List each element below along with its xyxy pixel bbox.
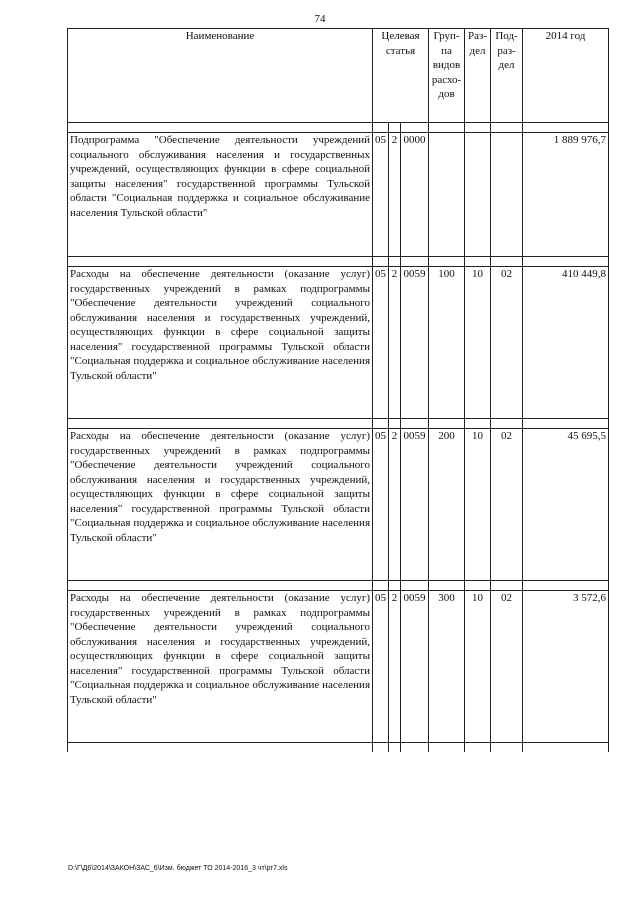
- row-amount: 3 572,6: [523, 591, 609, 743]
- row-amount: 1 889 976,7: [523, 133, 609, 257]
- header-subsection: Под-раз-дел: [491, 29, 523, 123]
- row-code-program: 05: [373, 267, 389, 419]
- row-code-subprogram: 2: [389, 591, 401, 743]
- header-section: Раз-дел: [465, 29, 491, 123]
- row-code-subprogram: 2: [389, 133, 401, 257]
- row-code-program: 05: [373, 133, 389, 257]
- row-code-direction: 0059: [401, 591, 429, 743]
- table-row: [68, 429, 609, 581]
- row-expense-group: 300: [429, 591, 465, 743]
- spacer-row: [68, 123, 609, 133]
- spacer-row: [68, 743, 609, 753]
- row-code-direction: 0059: [401, 429, 429, 581]
- header-expense-group: Груп-па видов расхо-дов: [429, 29, 465, 123]
- row-amount: 45 695,5: [523, 429, 609, 581]
- row-code-subprogram: 2: [389, 267, 401, 419]
- row-subsection: 02: [491, 429, 523, 581]
- row-subsection: [491, 133, 523, 257]
- row-section: 10: [465, 267, 491, 419]
- row-name: Подпрограмма "Обеспечение деятельности учреждений социального обслуживания населения и государственных учреждений, осуществляющих функции в сфере социальной защиты населения" государственной программы Тульской области "Социальная поддержка и социальное обслуживание населения Тульской области": [68, 133, 373, 257]
- row-code-program: 05: [373, 591, 389, 743]
- table-row: [68, 267, 609, 419]
- header-target-article: Целевая статья: [373, 29, 429, 123]
- row-expense-group: 200: [429, 429, 465, 581]
- file-path-footer: D:\Г\Д6\2014\ЗАКОН\ЗАС_6\Изм. бюджет ТО 2014-2016_3 чт\рг7.xls: [68, 865, 288, 872]
- row-expense-group: [429, 133, 465, 257]
- row-code-subprogram: 2: [389, 429, 401, 581]
- header-name: Наименование: [68, 29, 373, 123]
- table-row: [68, 591, 609, 743]
- row-expense-group: 100: [429, 267, 465, 419]
- row-section: 10: [465, 591, 491, 743]
- row-code-direction: 0000: [401, 133, 429, 257]
- budget-table: [67, 28, 609, 752]
- row-code-program: 05: [373, 429, 389, 581]
- row-name: Расходы на обеспечение деятельности (оказание услуг) государственных учреждений в рамках подпрограммы "Обеспечение деятельности учреждений социального обслуживания населения и государственных учреждений, осуществляющих функции в сфере социальной защиты населения" государственной программы Тульской области "Социальная поддержка и социальное обслуживание населения Тульской области": [68, 591, 373, 743]
- spacer-row: [68, 581, 609, 591]
- table-header-row: [68, 29, 609, 123]
- row-code-direction: 0059: [401, 267, 429, 419]
- row-name: Расходы на обеспечение деятельности (оказание услуг) государственных учреждений в рамках подпрограммы "Обеспечение деятельности учреждений социального обслуживания населения и государственных учреждений, осуществляющих функции в сфере социальной защиты населения" государственной программы Тульской области "Социальная поддержка и социальное обслуживание населения Тульской области": [68, 267, 373, 419]
- spacer-row: [68, 257, 609, 267]
- row-section: 10: [465, 429, 491, 581]
- table-row: [68, 133, 609, 257]
- row-subsection: 02: [491, 267, 523, 419]
- page-number: 74: [314, 13, 326, 25]
- row-section: [465, 133, 491, 257]
- row-name: Расходы на обеспечение деятельности (оказание услуг) государственных учреждений в рамках подпрограммы "Обеспечение деятельности учреждений социального обслуживания населения и государственных учреждений, осуществляющих функции в сфере социальной защиты населения" государственной программы Тульской области "Социальная поддержка и социальное обслуживание населения Тульской области": [68, 429, 373, 581]
- header-year: 2014 год: [523, 29, 609, 123]
- spacer-row: [68, 419, 609, 429]
- row-subsection: 02: [491, 591, 523, 743]
- row-amount: 410 449,8: [523, 267, 609, 419]
